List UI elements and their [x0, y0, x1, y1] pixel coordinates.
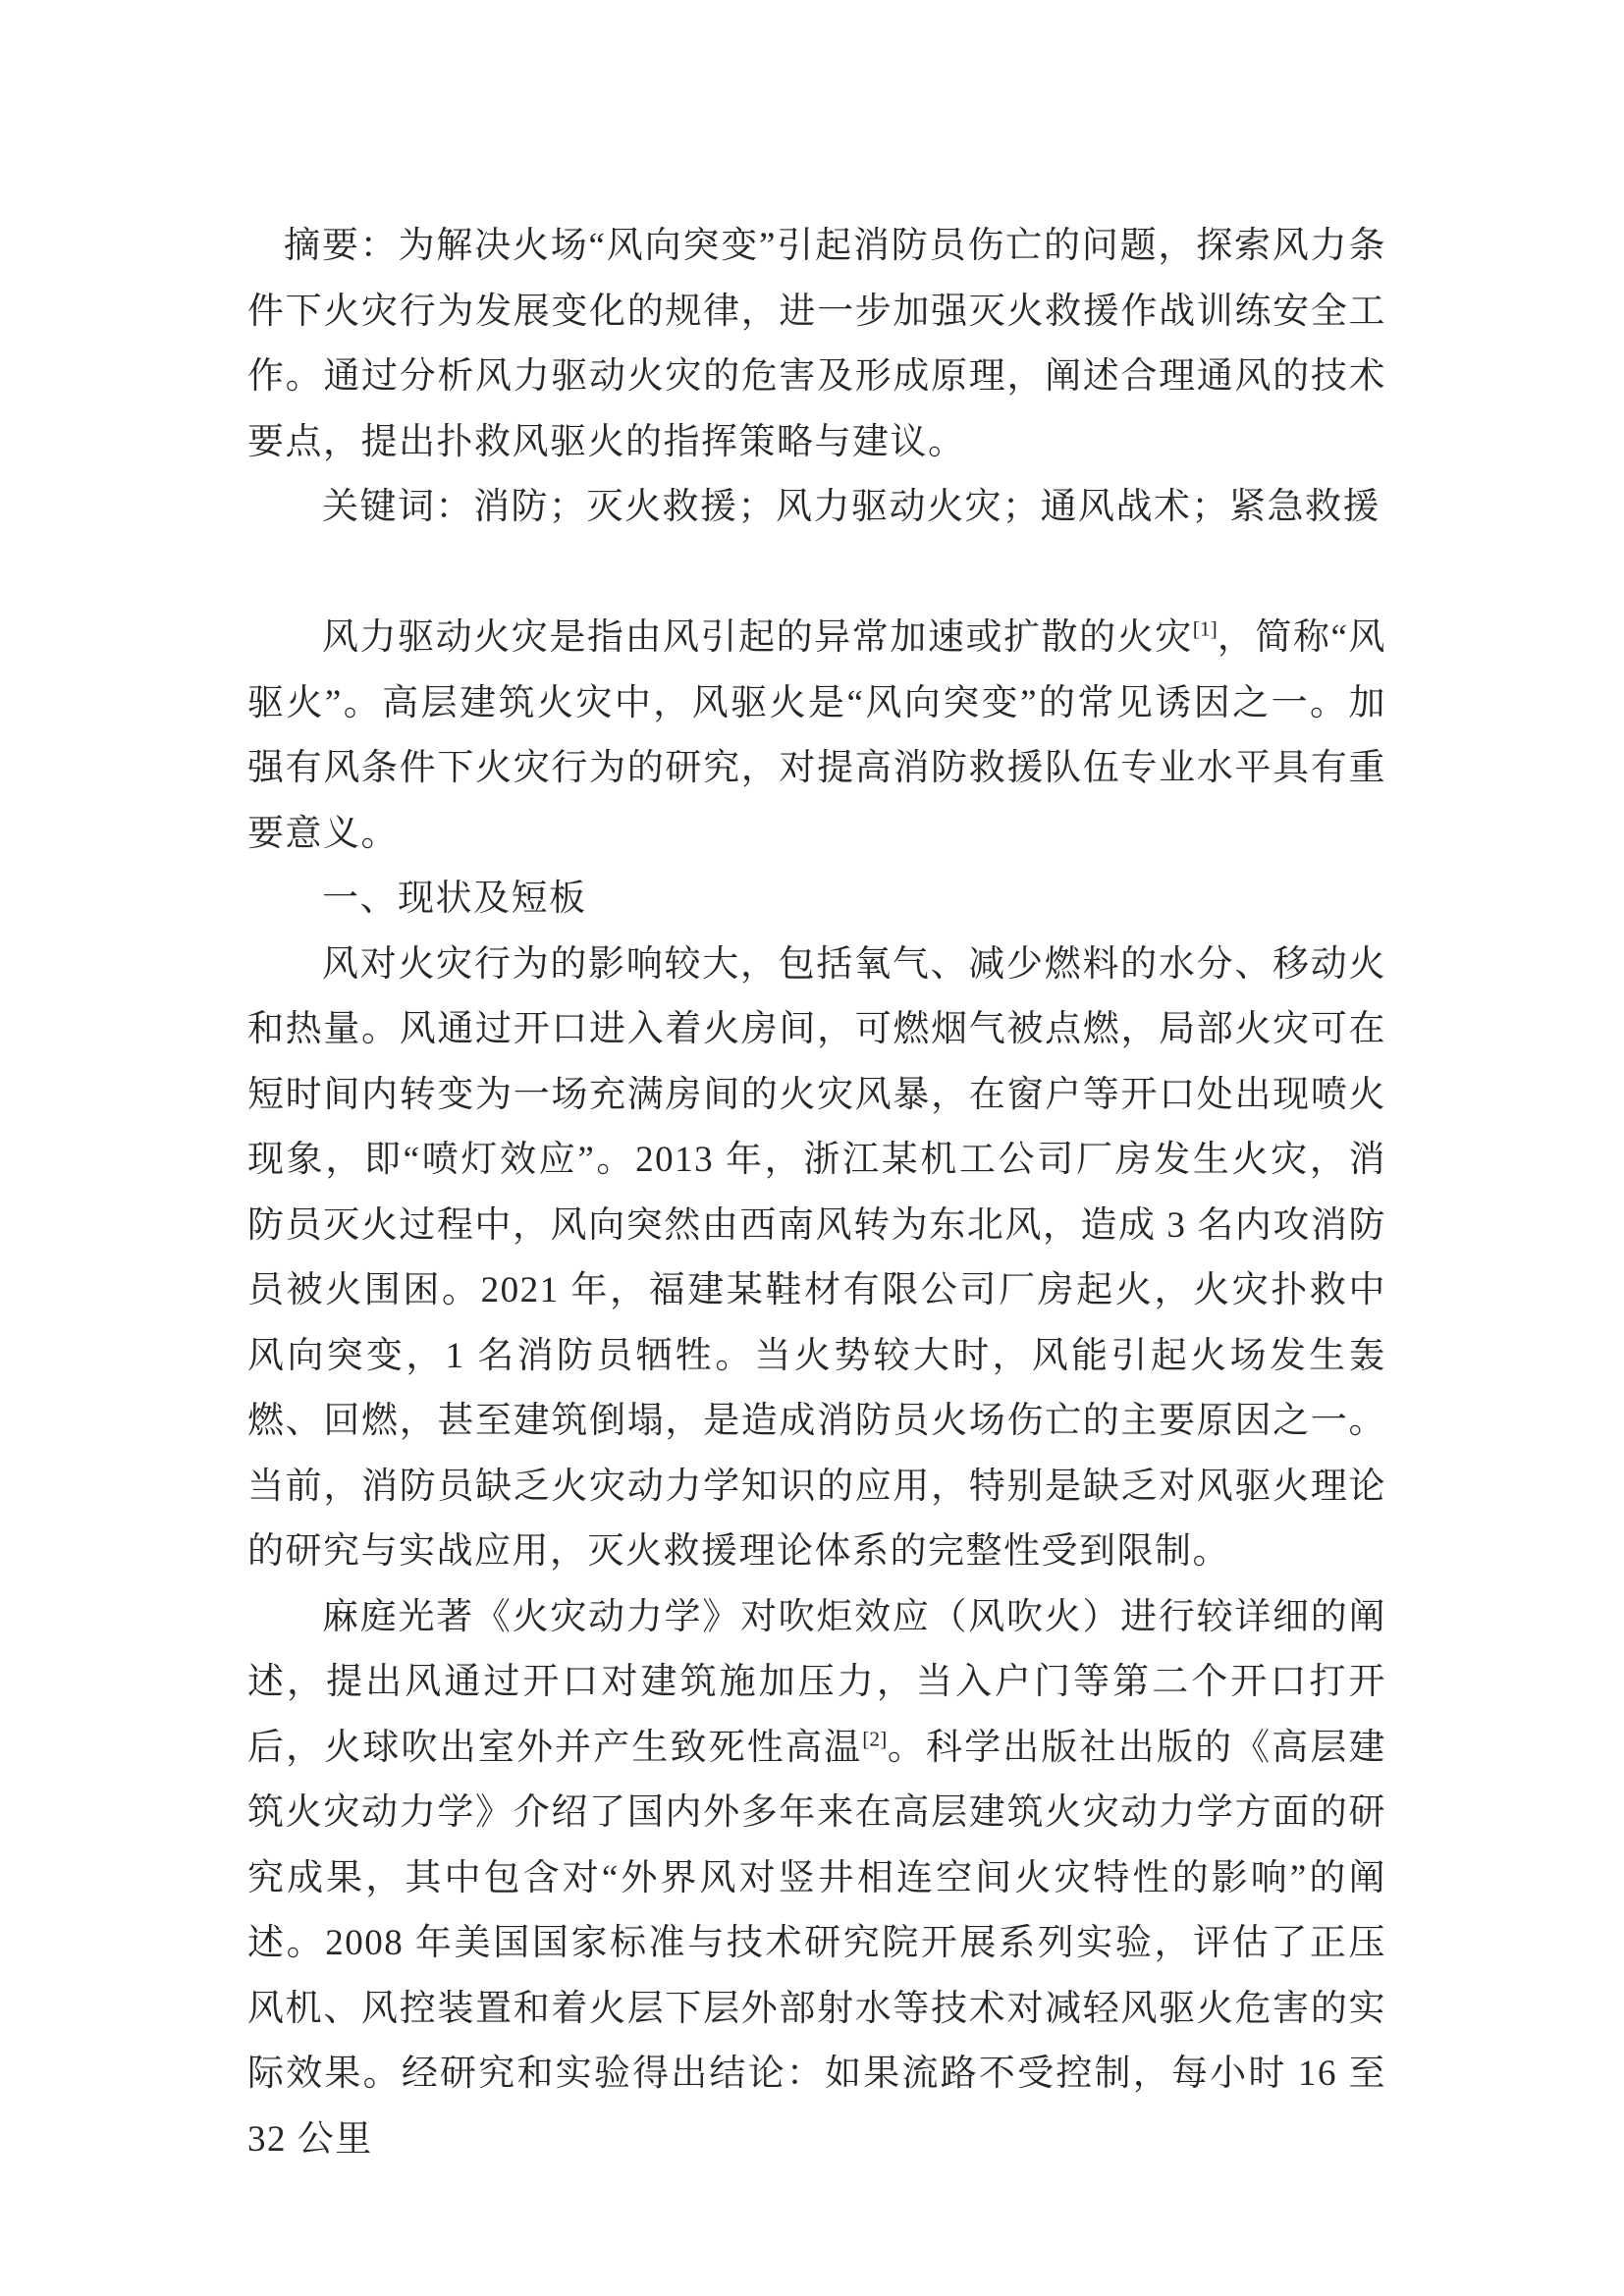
- intro-text-after-ref: ，简称“风驱火”。高层建筑火灾中，风驱火是“风向突变”的常见诱因之一。加强有风条件下火灾行为的研究，对提高消防救援队伍专业水平具有重要意义。: [247, 617, 1386, 854]
- keywords-paragraph: 关键词：消防；灭火救援；风力驱动火灾；通风战术；紧急救援: [322, 487, 1380, 527]
- body-paragraph-1: 风对火灾行为的影响较大，包括氧气、减少燃料的水分、移动火和热量。风通过开口进入着火房间，可燃烟气被点燃，局部火灾可在短时间内转变为一场充满房间的火灾风暴，在窗户等开口处出现喷火现象，即“喷灯效应”。2013 年，浙江某机工公司厂房发生火灾，消防员灭火过程中，风向突然由西南风转为东北风，造成 3 名内攻消防员被火围困。2021 年，福建某鞋材有限公司厂房起火，火灾扑救中风向突变，1 名消防员牺牲。当火势较大时，风能引起火场发生轰燃、回燃，甚至建筑倒塌，是造成消防员火场伤亡的主要原因之一。当前，消防员缺乏火灾动力学知识的应用，特别是缺乏对风驱火理论的研究与实战应用，灭火救援理论体系的完整性受到限制。: [247, 943, 1386, 1572]
- section-heading: 一、现状及短板: [322, 879, 587, 919]
- body-paragraph-2-text-after-ref: 。科学出版社出版的《高层建筑火灾动力学》介绍了国内外多年来在高层建筑火灾动力学方面的研究成果，其中包含对“外界风对竖井相连空间火灾特性的影响”的阐述。2008 年美国国家标准与技术研究院开展系列实验，评估了正压风机、风控装置和着火层下层外部射水等技术对减轻风驱火危害的实际效果。经研究和实验得出结论：如果流路不受控制，每小时 16 至 32 公里: [247, 1727, 1387, 2160]
- reference-mark-2: [2]: [862, 1727, 888, 1751]
- document-content: [247, 0, 1386, 2172]
- body-paragraph-2-text-before-ref: 麻庭光著《火灾动力学》对吹炬效应（风吹火）进行较详细的阐述，提出风通过开口对建筑施加压力，当入户门等第二个开口打开后，火球吹出室外并产生致死性高温: [247, 1596, 1386, 1768]
- intro-text-before-ref: 风力驱动火灾是指由风引起的异常加速或扩散的火灾: [322, 617, 1193, 658]
- body-paragraph-2: [247, 1585, 1386, 2173]
- intro-paragraph: [247, 606, 1386, 867]
- reference-mark-1: [1]: [1192, 616, 1218, 641]
- blank-line: [247, 541, 1386, 607]
- abstract-paragraph: 摘要：为解决火场“风向突变”引起消防员伤亡的问题，探索风力条件下火灾行为发展变化的规律，进一步加强灭火救援作战训练安全工作。通过分析风力驱动火灾的危害及形成原理，阐述合理通风的技术要点，提出扑救风驱火的指挥策略与建议。: [247, 226, 1386, 462]
